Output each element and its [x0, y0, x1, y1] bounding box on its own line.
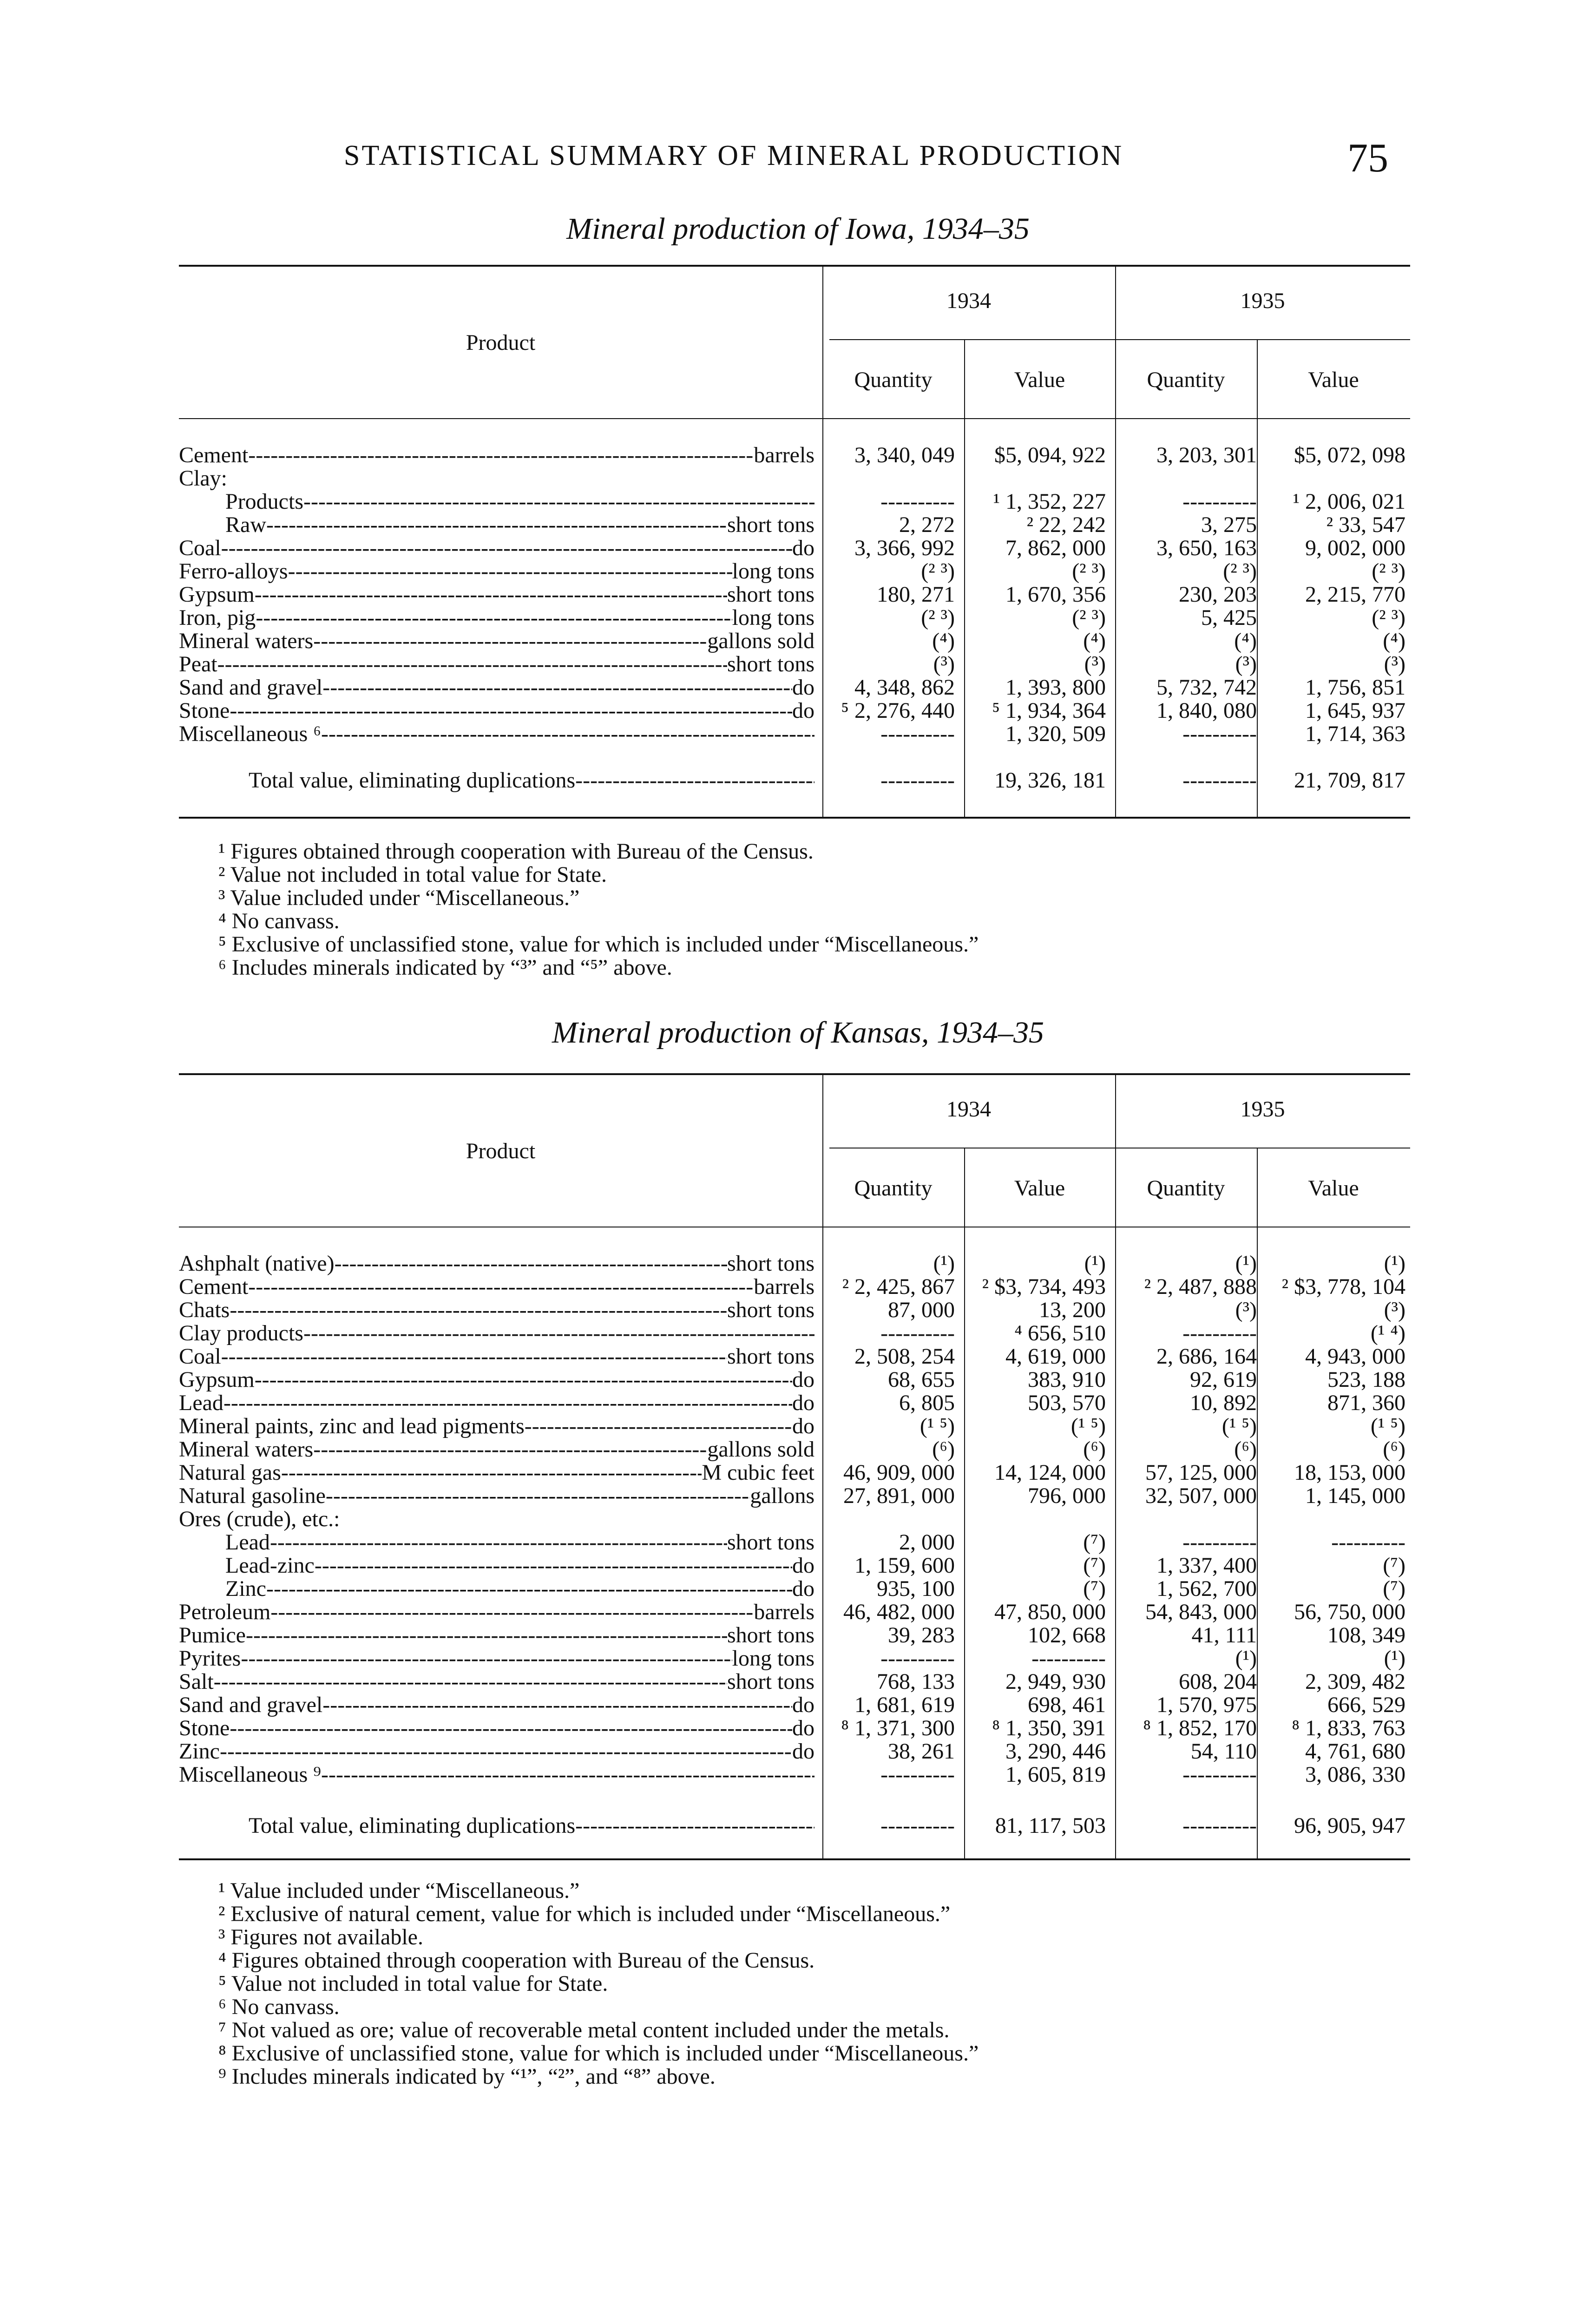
quantity-1934: ----------: [880, 1762, 955, 1787]
value-1934: ⁵ 1, 934, 364: [992, 698, 1106, 723]
header-quantity-1934: Quantity: [854, 367, 933, 392]
value-1934: 47, 850, 000: [994, 1600, 1106, 1624]
quantity-1934: 39, 283: [888, 1623, 955, 1647]
value-1934: (⁴): [1083, 629, 1106, 653]
table-row: [179, 630, 1410, 653]
value-1934: 698, 461: [1028, 1693, 1106, 1717]
row-label: Mineral waters ----- gallons sold: [179, 630, 814, 653]
value-1935: 108, 349: [1327, 1623, 1406, 1647]
page-number: 75: [1347, 136, 1388, 181]
table-rule-top: [179, 1073, 1410, 1075]
quantity-1935: (⁴): [1234, 629, 1257, 653]
value-1935: (⁷): [1383, 1553, 1406, 1578]
value-1935: 1, 145, 000: [1305, 1483, 1406, 1508]
quantity-1935: 1, 562, 700: [1156, 1576, 1257, 1601]
table-rule-top: [179, 265, 1410, 267]
value-1934: 1, 670, 356: [1005, 582, 1106, 607]
footnote: ¹ Figures obtained through cooperation with Bureau of the Census.: [218, 839, 814, 864]
row-label: Gypsum ----- do: [179, 1368, 814, 1391]
quantity-1935: (¹): [1235, 1251, 1257, 1276]
kansas-table-title: Mineral production of Kansas, 1934–35: [552, 1016, 1044, 1050]
table-row: [179, 699, 1410, 722]
value-1934: ----------: [1031, 1646, 1106, 1671]
value-1934: 1, 393, 800: [1005, 675, 1106, 700]
table-row: [179, 722, 1410, 746]
table-row: [179, 1299, 1410, 1322]
table-row: [179, 1693, 1410, 1717]
header-year-1934: 1934: [946, 289, 991, 313]
quantity-1934: (¹): [933, 1251, 955, 1276]
table-row: [179, 1345, 1410, 1368]
table-row: [179, 1275, 1410, 1299]
footnote: ⁸ Exclusive of unclassified stone, value for which is included under “Miscellaneous.”: [218, 2041, 979, 2066]
value-1934: (⁷): [1083, 1553, 1106, 1578]
header-product: Product: [466, 330, 536, 355]
quantity-1935: 57, 125, 000: [1145, 1460, 1257, 1485]
table-row: [179, 513, 1410, 537]
value-1935: 666, 529: [1327, 1693, 1406, 1717]
value-1934: $5, 094, 922: [994, 443, 1106, 467]
value-1935: (² ³): [1372, 605, 1406, 630]
table-row: [179, 1461, 1410, 1484]
quantity-1935: ⁸ 1, 852, 170: [1143, 1716, 1257, 1740]
total-row: [179, 769, 1410, 792]
row-label: Coal ----- do: [179, 537, 814, 560]
row-label: Total value, eliminating duplications -----: [249, 769, 814, 792]
kansas-table: [179, 1073, 1410, 1863]
value-1934: (⁶): [1083, 1437, 1106, 1462]
row-label: Ferro-alloys ----- long tons: [179, 560, 814, 583]
value-1935: 96, 905, 947: [1294, 1813, 1406, 1838]
quantity-1935: 41, 111: [1191, 1623, 1257, 1647]
quantity-1935: (¹ ⁵): [1222, 1414, 1257, 1438]
row-label: Sand and gravel ----- do: [179, 1693, 814, 1717]
quantity-1935: (² ³): [1223, 559, 1257, 584]
footnote: ² Exclusive of natural cement, value for which is included under “Miscellaneous.”: [218, 1902, 951, 1926]
quantity-1934: ⁸ 1, 371, 300: [841, 1716, 955, 1740]
header-value-1935: Value: [1308, 367, 1359, 392]
quantity-1934: 768, 133: [877, 1669, 955, 1694]
row-label: Zinc ----- do: [179, 1740, 814, 1763]
quantity-1934: (² ³): [921, 605, 955, 630]
value-1934: ¹ 1, 352, 227: [993, 489, 1106, 514]
quantity-1935: 1, 337, 400: [1156, 1553, 1257, 1578]
table-row: [179, 537, 1410, 560]
value-1935: $5, 072, 098: [1294, 443, 1406, 467]
table-row: [179, 1322, 1410, 1345]
footnote: ⁴ Figures obtained through cooperation with Bureau of the Census.: [218, 1948, 815, 1973]
row-label: Miscellaneous ⁶ -----: [179, 722, 814, 746]
quantity-1934: 1, 681, 619: [854, 1693, 955, 1717]
row-label: Sand and gravel ----- do: [179, 676, 814, 699]
row-label: Salt ----- short tons: [179, 1670, 814, 1693]
row-label: Petroleum ----- barrels: [179, 1601, 814, 1624]
footnote: ³ Figures not available.: [218, 1925, 423, 1949]
value-1934: ⁸ 1, 350, 391: [992, 1716, 1106, 1740]
value-1934: 102, 668: [1028, 1623, 1106, 1647]
quantity-1934: 38, 261: [888, 1739, 955, 1764]
quantity-1935: 54, 843, 000: [1145, 1600, 1257, 1624]
quantity-1934: (⁶): [932, 1437, 955, 1462]
quantity-1934: 27, 891, 000: [843, 1483, 955, 1508]
row-label: Mineral paints, zinc and lead pigments ----- do: [179, 1415, 814, 1438]
table-row: [179, 1438, 1410, 1461]
quantity-1935: (¹): [1235, 1646, 1257, 1671]
value-1934: 1, 605, 819: [1005, 1762, 1106, 1787]
quantity-1935: 32, 507, 000: [1145, 1483, 1257, 1508]
value-1935: 4, 761, 680: [1305, 1739, 1406, 1764]
value-1935: ⁸ 1, 833, 763: [1292, 1716, 1406, 1740]
table-rule-bottom: [179, 817, 1410, 819]
quantity-1934: ----------: [880, 768, 955, 793]
value-1935: (¹): [1384, 1646, 1406, 1671]
quantity-1934: 2, 272: [899, 512, 955, 537]
value-1934: 4, 619, 000: [1005, 1344, 1106, 1369]
value-1934: (⁷): [1083, 1576, 1106, 1601]
quantity-1934: ----------: [880, 489, 955, 514]
row-label: Coal ----- short tons: [179, 1345, 814, 1368]
value-1935: (¹ ⁵): [1370, 1414, 1406, 1438]
table-row: [179, 1391, 1410, 1415]
quantity-1935: 2, 686, 164: [1156, 1344, 1257, 1369]
row-label: Total value, eliminating duplications -----: [249, 1814, 814, 1837]
row-label: Clay products -----: [179, 1322, 814, 1345]
quantity-1934: (⁴): [932, 629, 955, 653]
row-label: Chats ----- short tons: [179, 1299, 814, 1322]
quantity-1934: ² 2, 425, 867: [842, 1274, 955, 1299]
row-label: Ores (crude), etc.:: [179, 1508, 340, 1531]
quantity-1935: ----------: [1182, 768, 1257, 793]
quantity-1934: 180, 271: [877, 582, 955, 607]
quantity-1935: (³): [1235, 652, 1257, 676]
value-1935: (² ³): [1372, 559, 1406, 584]
quantity-1935: 3, 275: [1201, 512, 1257, 537]
quantity-1935: 608, 204: [1179, 1669, 1257, 1694]
quantity-1935: ----------: [1182, 1530, 1257, 1555]
value-1934: ² $3, 734, 493: [982, 1274, 1106, 1299]
quantity-1935: 10, 892: [1190, 1391, 1257, 1415]
value-1935: 1, 714, 363: [1305, 722, 1406, 746]
value-1935: ----------: [1331, 1530, 1406, 1555]
value-1934: 1, 320, 509: [1005, 722, 1106, 746]
table-row: [179, 1717, 1410, 1740]
quantity-1934: ----------: [880, 1813, 955, 1838]
table-row: [179, 1624, 1410, 1647]
value-1935: 1, 645, 937: [1305, 698, 1406, 723]
iowa-table: [179, 265, 1410, 822]
table-row: [179, 560, 1410, 583]
quantity-1934: ⁵ 2, 276, 440: [841, 698, 955, 723]
quantity-1935: 5, 425: [1201, 605, 1257, 630]
row-label: Stone ----- do: [179, 699, 814, 722]
value-1935: (⁶): [1383, 1437, 1406, 1462]
quantity-1935: 230, 203: [1179, 582, 1257, 607]
kansas-footnotes: [218, 1879, 979, 2088]
footnote: ⁴ No canvass.: [218, 909, 340, 933]
value-1935: (³): [1384, 1298, 1406, 1322]
quantity-1934: 46, 909, 000: [843, 1460, 955, 1485]
header-quantity-1935: Quantity: [1147, 1176, 1225, 1201]
quantity-1935: ----------: [1182, 1813, 1257, 1838]
quantity-1934: 68, 655: [888, 1367, 955, 1392]
quantity-1934: 6, 805: [899, 1391, 955, 1415]
table-row: [179, 676, 1410, 699]
value-1934: (¹): [1084, 1251, 1106, 1276]
table-rule-bottom: [179, 1858, 1410, 1860]
row-label: Gypsum ----- short tons: [179, 583, 814, 606]
quantity-1935: (⁶): [1234, 1437, 1257, 1462]
row-label: Lead ----- short tons: [225, 1531, 814, 1554]
quantity-1934: 2, 000: [899, 1530, 955, 1555]
footnote: ⁹ Includes minerals indicated by “¹”, “²”, and “⁸” above.: [218, 2064, 716, 2089]
quantity-1935: 3, 650, 163: [1156, 536, 1257, 560]
value-1934: ² 22, 242: [1026, 512, 1106, 537]
value-1935: 2, 215, 770: [1305, 582, 1406, 607]
footnote: ² Value not included in total value for State.: [218, 862, 607, 887]
value-1934: 2, 949, 930: [1005, 1669, 1106, 1694]
value-1935: (¹ ⁴): [1370, 1321, 1406, 1345]
quantity-1935: ² 2, 487, 888: [1144, 1274, 1257, 1299]
quantity-1934: 935, 100: [877, 1576, 955, 1601]
row-label: Natural gasoline ----- gallons: [179, 1484, 814, 1508]
quantity-1934: ----------: [880, 722, 955, 746]
header-quantity-1934: Quantity: [854, 1176, 933, 1201]
iowa-table-title: Mineral production of Iowa, 1934–35: [566, 212, 1030, 246]
value-1934: (² ³): [1072, 605, 1106, 630]
footnote: ¹ Value included under “Miscellaneous.”: [218, 1878, 580, 1903]
value-1934: 503, 570: [1028, 1391, 1106, 1415]
value-1934: 796, 000: [1028, 1483, 1106, 1508]
value-1935: 523, 188: [1327, 1367, 1406, 1392]
quantity-1934: 3, 340, 049: [854, 443, 955, 467]
quantity-1935: ----------: [1182, 1762, 1257, 1787]
footnote: ⁶ No canvass.: [218, 1995, 340, 2019]
table-row: [179, 1415, 1410, 1438]
row-label: Cement ----- barrels: [179, 1275, 814, 1299]
table-row: [179, 444, 1410, 467]
header-year-1935: 1935: [1240, 289, 1285, 313]
value-1935: 2, 309, 482: [1305, 1669, 1406, 1694]
value-1934: (³): [1084, 652, 1106, 676]
value-1934: (⁷): [1083, 1530, 1106, 1555]
value-1935: ¹ 2, 006, 021: [1293, 489, 1406, 514]
value-1934: 14, 124, 000: [994, 1460, 1106, 1485]
header-product: Product: [466, 1139, 536, 1163]
header-year-1934: 1934: [946, 1097, 991, 1122]
footnote: ⁵ Value not included in total value for State.: [218, 1971, 608, 1996]
value-1935: 871, 360: [1327, 1391, 1406, 1415]
quantity-1934: 3, 366, 992: [854, 536, 955, 560]
footnote: ³ Value included under “Miscellaneous.”: [218, 886, 580, 910]
quantity-1934: 2, 508, 254: [854, 1344, 955, 1369]
value-1934: (² ³): [1072, 559, 1106, 584]
quantity-1934: (¹ ⁵): [920, 1414, 955, 1438]
quantity-1934: 1, 159, 600: [854, 1553, 955, 1578]
quantity-1934: (² ³): [921, 559, 955, 584]
table-row: [179, 1601, 1410, 1624]
table-row: [179, 653, 1410, 676]
table-row: [179, 1531, 1410, 1554]
table-row: [179, 1670, 1410, 1693]
row-label: Lead-zinc ----- do: [225, 1554, 814, 1577]
value-1935: (⁴): [1383, 629, 1406, 653]
row-label: Lead ----- do: [179, 1391, 814, 1415]
footnote: ⁶ Includes minerals indicated by “³” and “⁵” above.: [218, 955, 672, 980]
value-1935: 4, 943, 000: [1305, 1344, 1406, 1369]
row-label: Iron, pig ----- long tons: [179, 606, 814, 630]
table-row: [179, 1484, 1410, 1508]
row-label: Peat ----- short tons: [179, 653, 814, 676]
row-label: Pyrites ----- long tons: [179, 1647, 814, 1670]
row-label: Products -----: [225, 490, 814, 513]
value-1935: 21, 709, 817: [1294, 768, 1406, 793]
row-label: Cement ----- barrels: [179, 444, 814, 467]
iowa-footnotes: [218, 840, 979, 979]
footnote: ⁵ Exclusive of unclassified stone, value for which is included under “Miscellaneous.”: [218, 932, 979, 957]
value-1934: 383, 910: [1028, 1367, 1106, 1392]
quantity-1934: 87, 000: [888, 1298, 955, 1322]
header-year-1935: 1935: [1240, 1097, 1285, 1122]
value-1935: ² 33, 547: [1326, 512, 1406, 537]
value-1934: 19, 326, 181: [994, 768, 1106, 793]
quantity-1935: 1, 570, 975: [1156, 1693, 1257, 1717]
quantity-1935: ----------: [1182, 489, 1257, 514]
table-row: [179, 1740, 1410, 1763]
value-1935: (¹): [1384, 1251, 1406, 1276]
footnote: ⁷ Not valued as ore; value of recoverable metal content included under the metals.: [218, 2018, 950, 2042]
value-1935: 1, 756, 851: [1305, 675, 1406, 700]
table-row: [179, 583, 1410, 606]
table-row: [179, 1763, 1410, 1786]
running-head: STATISTICAL SUMMARY OF MINERAL PRODUCTION: [344, 140, 1124, 171]
table-row: [179, 1554, 1410, 1577]
quantity-1935: 3, 203, 301: [1156, 443, 1257, 467]
header-value-1934: Value: [1014, 1176, 1065, 1201]
table-row: [179, 1577, 1410, 1601]
quantity-1935: 1, 840, 080: [1156, 698, 1257, 723]
header-value-1935: Value: [1308, 1176, 1359, 1201]
page-header: [0, 135, 1596, 190]
quantity-1934: 46, 482, 000: [843, 1600, 955, 1624]
table-row: [179, 1252, 1410, 1275]
row-label: Raw ----- short tons: [225, 513, 814, 537]
header-rule-bottom: [179, 418, 1410, 419]
row-label: Ashphalt (native) ----- short tons: [179, 1252, 814, 1275]
table-row: [179, 490, 1410, 513]
value-1935: 56, 750, 000: [1294, 1600, 1406, 1624]
row-label: Stone ----- do: [179, 1717, 814, 1740]
quantity-1934: (³): [933, 652, 955, 676]
value-1934: (¹ ⁵): [1071, 1414, 1106, 1438]
value-1935: ² $3, 778, 104: [1281, 1274, 1406, 1299]
quantity-1935: 5, 732, 742: [1156, 675, 1257, 700]
value-1935: 18, 153, 000: [1294, 1460, 1406, 1485]
quantity-1935: 92, 619: [1190, 1367, 1257, 1392]
value-1935: 9, 002, 000: [1305, 536, 1406, 560]
value-1934: 13, 200: [1039, 1298, 1106, 1322]
row-label: Clay:: [179, 467, 227, 490]
table-row: [179, 467, 1410, 490]
value-1934: ⁴ 656, 510: [1014, 1321, 1106, 1345]
value-1934: 81, 117, 503: [995, 1813, 1106, 1838]
quantity-1934: 4, 348, 862: [854, 675, 955, 700]
table-row: [179, 606, 1410, 630]
quantity-1935: ----------: [1182, 1321, 1257, 1345]
value-1935: (⁷): [1383, 1576, 1406, 1601]
quantity-1934: ----------: [880, 1321, 955, 1345]
total-row: [179, 1814, 1410, 1837]
table-row: [179, 1647, 1410, 1670]
value-1935: 3, 086, 330: [1305, 1762, 1406, 1787]
table-row: [179, 1368, 1410, 1391]
quantity-1935: 54, 110: [1190, 1739, 1257, 1764]
row-label: Pumice ----- short tons: [179, 1624, 814, 1647]
value-1934: 3, 290, 446: [1005, 1739, 1106, 1764]
value-1935: (³): [1384, 652, 1406, 676]
quantity-1935: (³): [1235, 1298, 1257, 1322]
header-quantity-1935: Quantity: [1147, 367, 1225, 392]
row-label: Natural gas ----- M cubic feet: [179, 1461, 814, 1484]
table-row: [179, 1508, 1410, 1531]
value-1934: 7, 862, 000: [1005, 536, 1106, 560]
quantity-1935: ----------: [1182, 722, 1257, 746]
row-label: Miscellaneous ⁹ -----: [179, 1763, 814, 1786]
row-label: Zinc ----- do: [225, 1577, 814, 1601]
quantity-1934: ----------: [880, 1646, 955, 1671]
header-rule-years: [829, 339, 1410, 340]
header-value-1934: Value: [1014, 367, 1065, 392]
row-label: Mineral waters ----- gallons sold: [179, 1438, 814, 1461]
